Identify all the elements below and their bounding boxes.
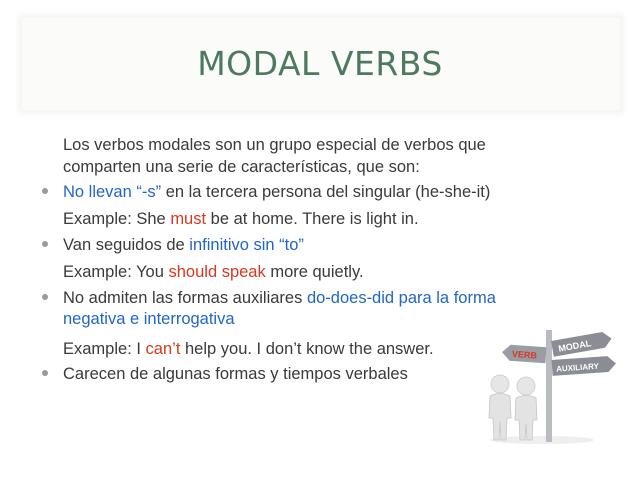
auxiliary-sign-label: AUXILIARY bbox=[555, 361, 600, 374]
example-2 bbox=[63, 262, 364, 282]
bullet-2-text: Van seguidos de bbox=[63, 236, 190, 254]
example-1-pre: Example: She bbox=[63, 210, 171, 228]
bullet-1 bbox=[63, 182, 490, 202]
modal-sign bbox=[551, 331, 613, 357]
person-figure-left bbox=[489, 375, 511, 440]
modal-sign-label: MODAL bbox=[557, 338, 592, 354]
intro-line-1: Los verbos modales son un grupo especial de verbos que bbox=[63, 136, 486, 154]
example-2-post: more quietly. bbox=[265, 263, 364, 281]
example-3-pre: Example: I bbox=[63, 340, 146, 358]
example-2-modal: should speak bbox=[168, 263, 266, 281]
bullet-3-text: No admiten las formas auxiliares bbox=[63, 289, 307, 307]
bullet-1-text: en la tercera persona del singular (he-she-it) bbox=[161, 183, 491, 201]
bullet-2-highlight: infinitivo sin “to” bbox=[189, 236, 304, 254]
example-1-modal: must bbox=[170, 210, 207, 228]
bullet-3 bbox=[63, 288, 496, 308]
person-figure-right bbox=[515, 377, 537, 440]
example-3-post: help you. I don’t know the answer. bbox=[180, 340, 434, 358]
auxiliary-sign bbox=[552, 356, 617, 376]
verb-sign-label: VERB bbox=[511, 348, 538, 361]
signpost-illustration bbox=[480, 324, 620, 446]
example-3-modal: can’t bbox=[145, 340, 181, 358]
sign-post bbox=[546, 330, 552, 442]
example-1 bbox=[63, 209, 419, 229]
bullet-dot-3 bbox=[42, 294, 48, 300]
bullet-dot-4 bbox=[42, 370, 48, 376]
example-1-post: be at home. There is light in. bbox=[206, 210, 419, 228]
verb-sign bbox=[502, 344, 547, 363]
slide-title: MODAL VERBS bbox=[197, 44, 443, 83]
bullet-1-highlight: No llevan “-s” bbox=[63, 183, 162, 201]
bullet-2 bbox=[63, 235, 304, 255]
example-2-pre: Example: You bbox=[63, 263, 169, 281]
intro-line-2: comparten una serie de características, que son: bbox=[63, 158, 420, 176]
bullet-3-line-2: negativa e interrogativa bbox=[63, 310, 235, 328]
bullet-dot-2 bbox=[42, 241, 48, 247]
bullet-3-highlight: do-does-did para la forma bbox=[306, 289, 496, 307]
bullet-4: Carecen de algunas formas y tiempos verbales bbox=[63, 365, 408, 383]
example-3 bbox=[63, 339, 434, 359]
bullet-dot-1 bbox=[42, 188, 48, 194]
